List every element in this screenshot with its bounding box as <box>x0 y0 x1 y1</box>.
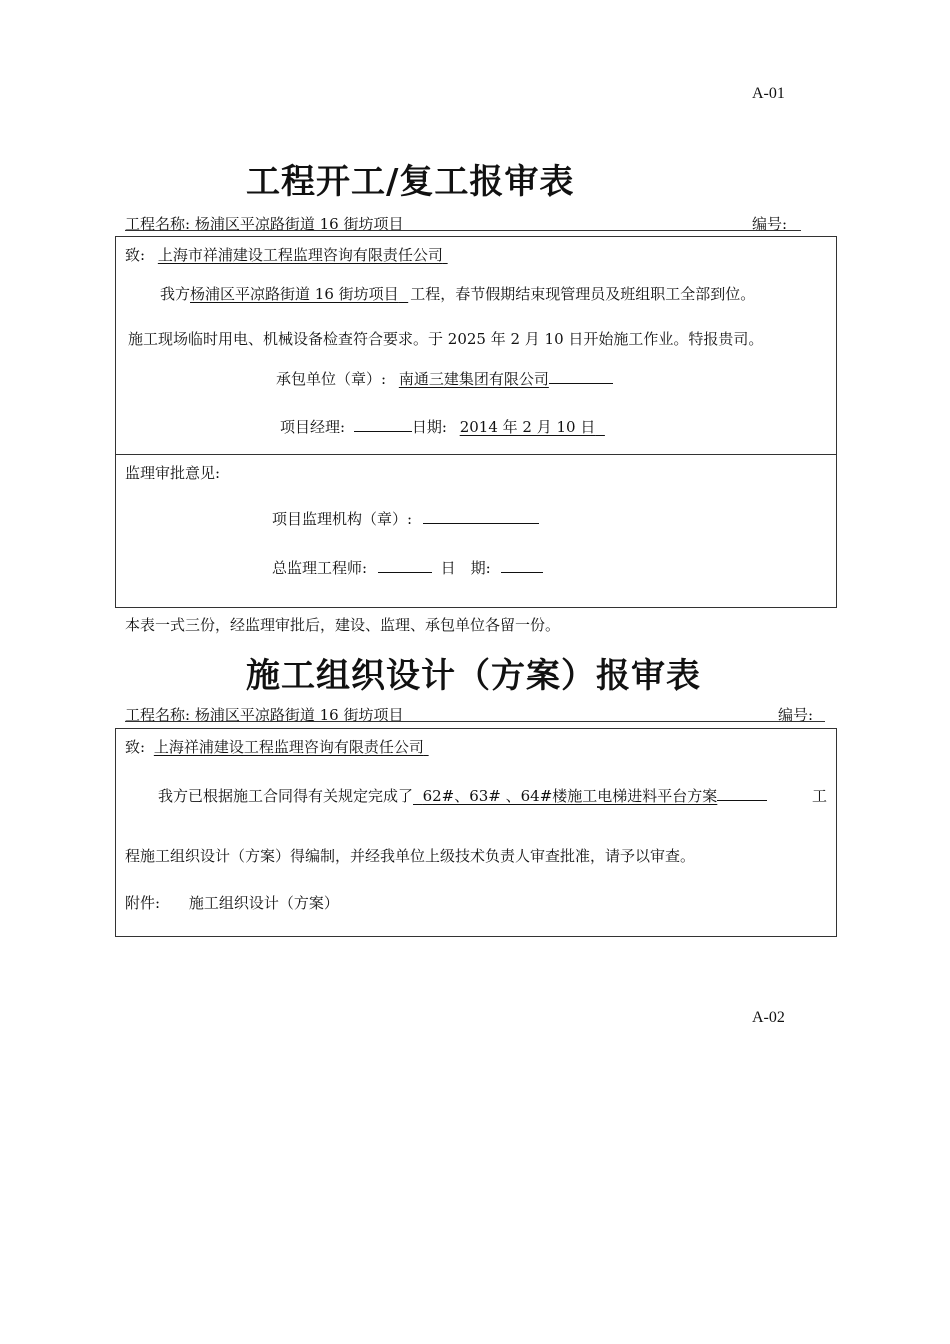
number-label: 编号: <box>752 215 788 233</box>
chief-label: 总监理工程师: <box>272 559 368 577</box>
header-underline <box>125 230 801 231</box>
body-line-2: 施工现场临时用电、机械设备检查符合要求。于 2025 年 2 月 10 日开始施工作业。特报贵司。 <box>128 330 764 348</box>
form2-body-line-1 <box>158 785 767 806</box>
body-text: 我方已根据施工合同得有关规定完成了 <box>158 787 414 805</box>
attachment-label: 附件: <box>125 894 161 912</box>
to-label: 致: <box>125 246 146 264</box>
form1-divider <box>115 454 837 455</box>
number-label: 编号: <box>778 706 814 724</box>
contractor-value: 南通三建集团有限公司 <box>398 370 549 388</box>
body-text: 工程，春节假期结束现管理员及班组职工全部到位。 <box>410 285 756 303</box>
body-end-char: 工 <box>812 787 828 805</box>
addressee-value: 上海祥浦建设工程监理咨询有限责任公司 <box>153 738 424 756</box>
project-name: 杨浦区平凉路街道 16 街坊项目 <box>194 215 404 233</box>
date-value: 2014 年 2 月 10 日 <box>459 418 596 436</box>
page-title: 工程开工/复工报审表 <box>246 162 575 202</box>
agency-label: 项目监理机构（章）: <box>272 510 413 528</box>
contractor-row <box>276 368 613 389</box>
supervision-label: 监理审批意见: <box>125 464 221 482</box>
body-line-1 <box>160 283 755 304</box>
agency-row <box>272 508 539 529</box>
form2-body-line-2: 程施工组织设计（方案）得编制，并经我单位上级技术负责人审查批准，请予以审查。 <box>125 847 696 865</box>
footer-code: A-02 <box>752 1009 785 1026</box>
project-label: 工程名称: <box>125 706 191 724</box>
form2-header-underline <box>125 721 825 722</box>
contractor-label: 承包单位（章）: <box>276 370 387 388</box>
pm-signature-blank <box>354 416 412 432</box>
attachment-row <box>125 892 339 913</box>
date-label: 日期: <box>411 418 447 436</box>
addressee-value: 上海市祥浦建设工程监理咨询有限责任公司 <box>157 246 443 264</box>
form2-addressee-row <box>125 736 429 757</box>
chief-blank <box>378 557 432 573</box>
form-note: 本表一式三份，经监理审批后，建设、监理、承包单位各留一份。 <box>125 616 561 634</box>
body-text: 我方 <box>160 285 191 303</box>
addressee-row <box>125 244 448 265</box>
attachment-value: 施工组织设计（方案） <box>188 894 339 912</box>
agency-blank <box>423 508 539 524</box>
project-label: 工程名称: <box>125 215 191 233</box>
to-label: 致: <box>125 738 146 756</box>
body-project: 杨浦区平凉路街道 16 街坊项目 <box>190 285 399 303</box>
scheme-name: 62#、63# 、64#楼施工电梯进料平台方案 <box>422 787 718 805</box>
chief-date-blank <box>501 557 543 573</box>
chief-date-label: 日 期: <box>440 559 491 577</box>
form2-title: 施工组织设计（方案）报审表 <box>246 656 701 696</box>
form-code: A-01 <box>752 85 785 102</box>
project-name: 杨浦区平凉路街道 16 街坊项目 <box>194 706 404 724</box>
pm-label: 项目经理: <box>280 418 346 436</box>
chief-row <box>272 557 543 578</box>
pm-row <box>280 416 605 437</box>
